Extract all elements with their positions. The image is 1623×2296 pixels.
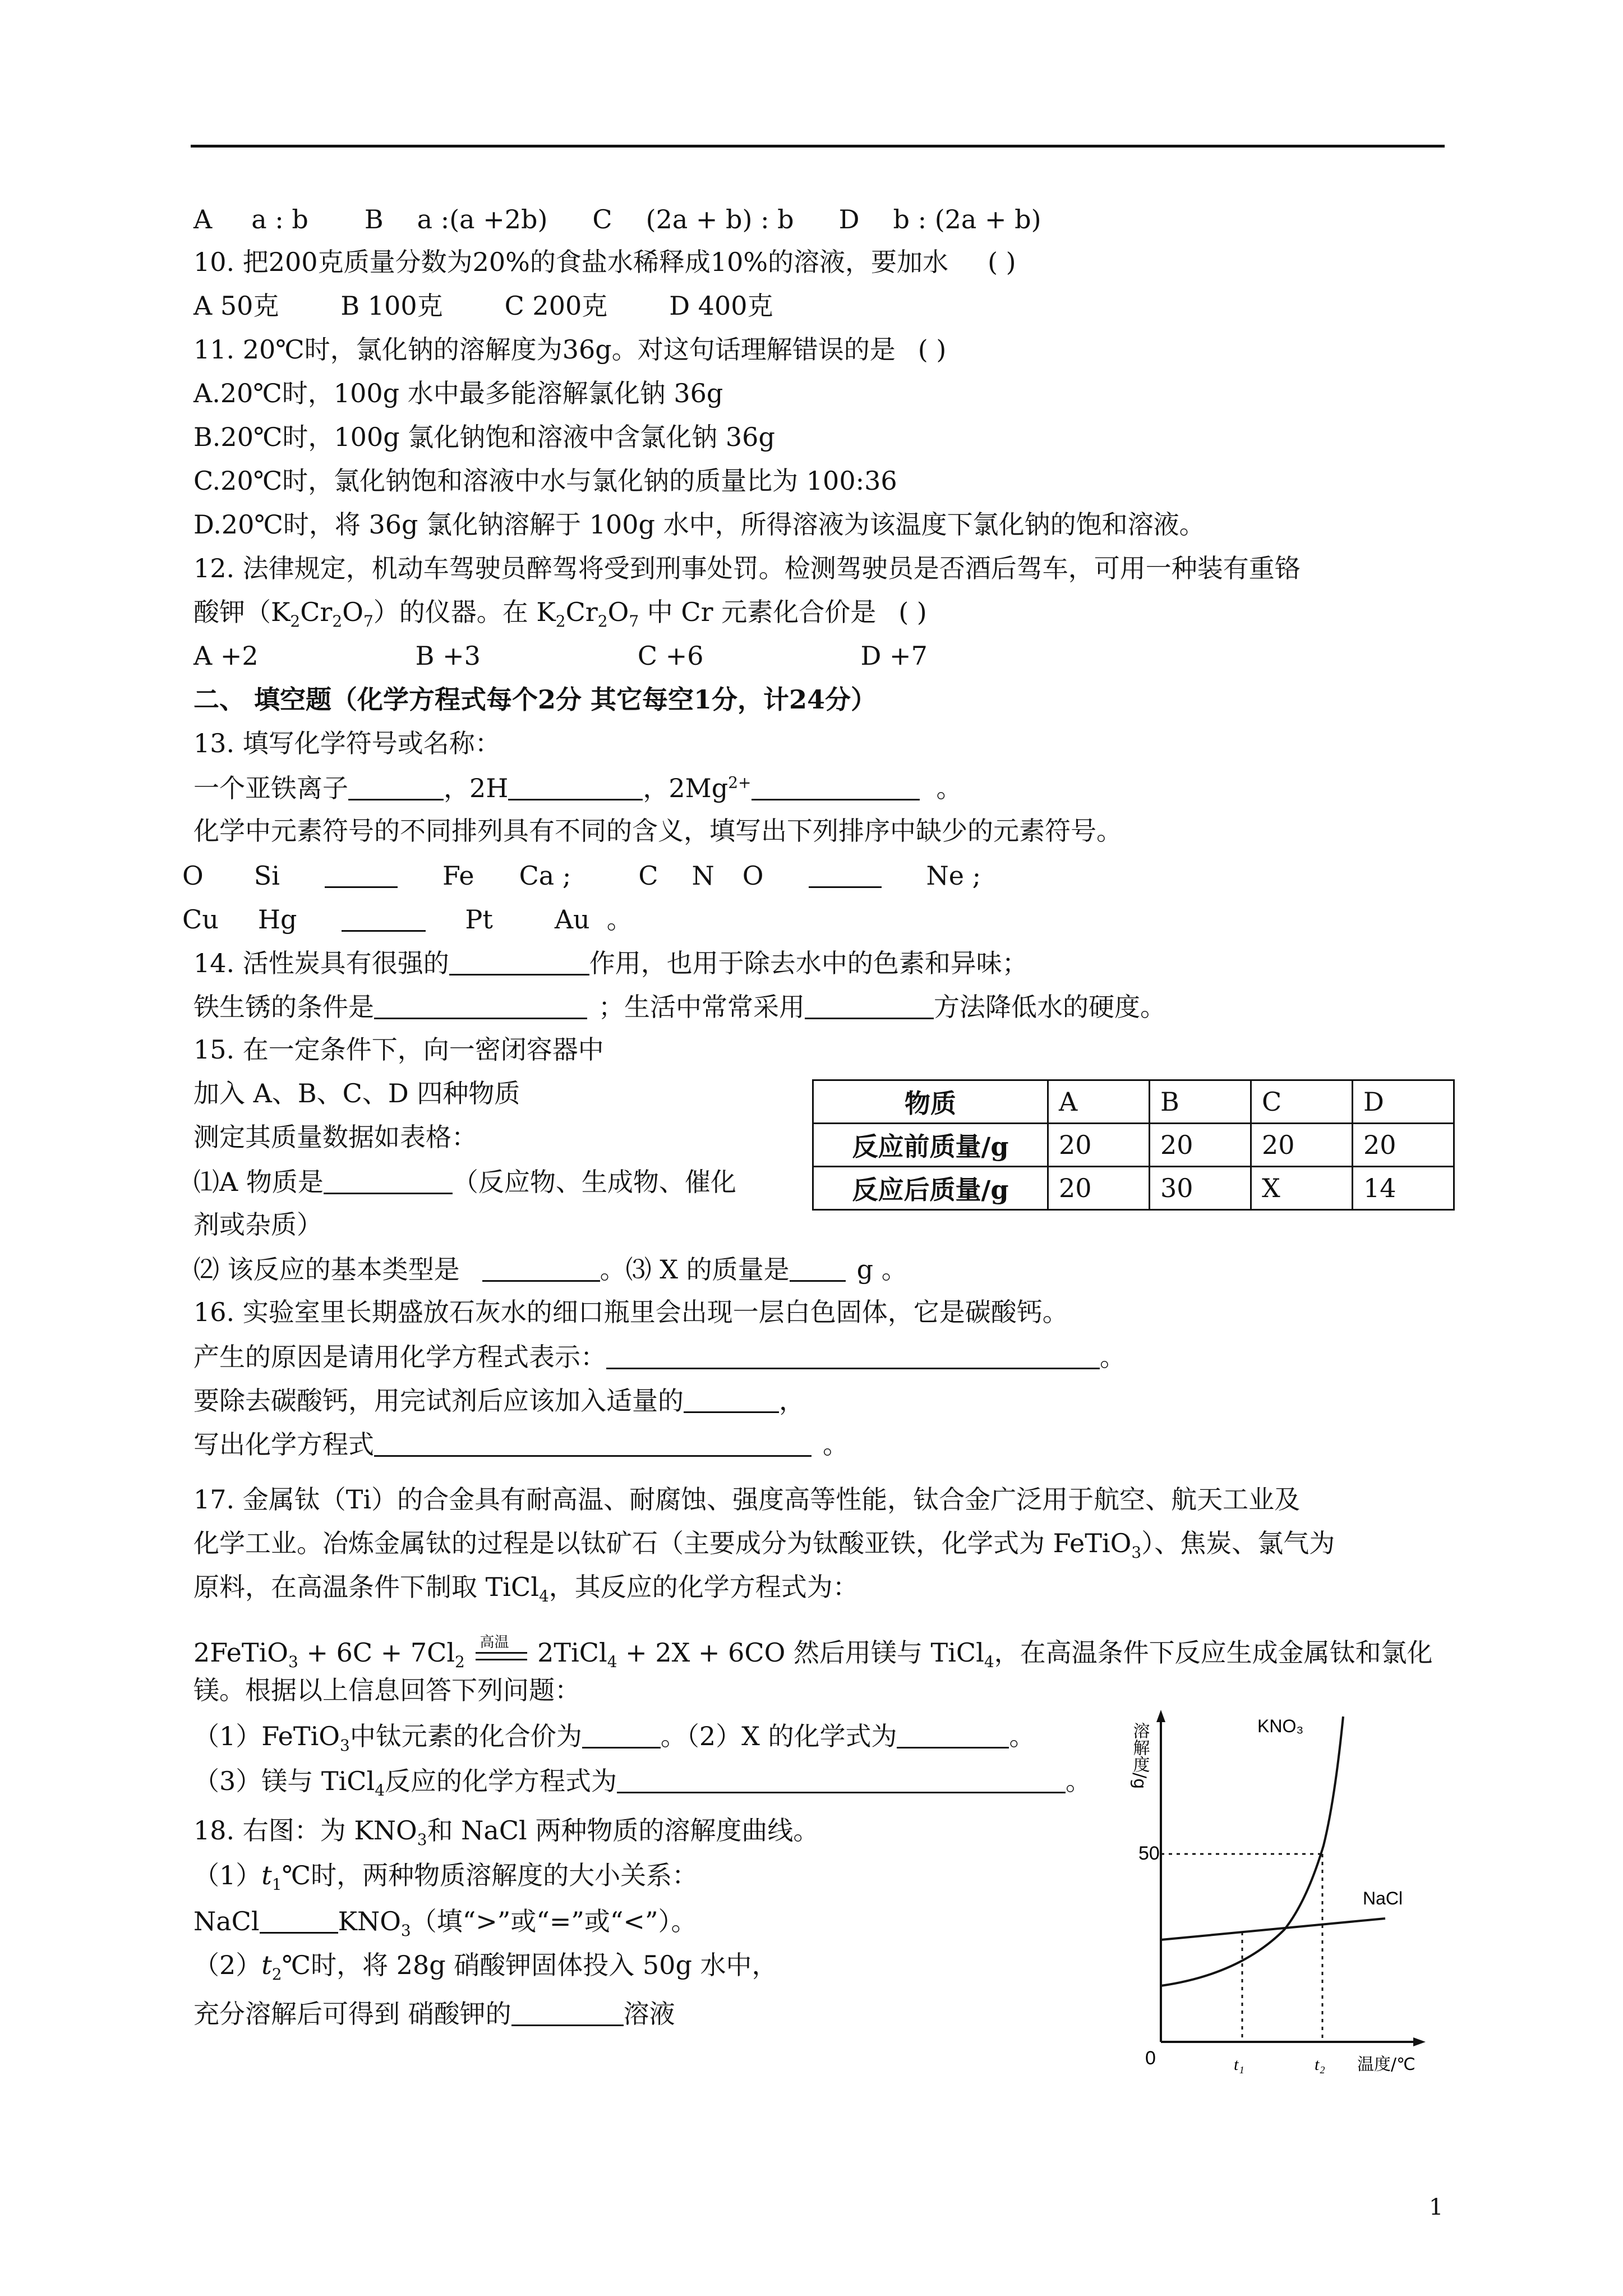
table-cell: 反应后质量/g bbox=[813, 1167, 1048, 1210]
q13-line2: 化学中元素符号的不同排列具有不同的含义，填写出下列排序中缺少的元素符号。 bbox=[193, 816, 1122, 846]
solubility-graph bbox=[1116, 1705, 1453, 2087]
mass-table bbox=[812, 1079, 1455, 1211]
blank-compare[interactable] bbox=[260, 1907, 338, 1934]
kno3-curve bbox=[1161, 1717, 1343, 1986]
table-cell: 20 bbox=[1150, 1124, 1251, 1167]
blank-solution-type[interactable] bbox=[511, 2000, 624, 2026]
q15-line5: 剂或杂质） bbox=[193, 1209, 322, 1240]
q13-line1: 一个亚铁离子 ，2H ，$2Mg^{2+}$ 。 bbox=[193, 773, 962, 803]
q17-sub-q1: （1）FeTiO$_3$中钛元素的化合价为 。（2）X 的化学式为 。 bbox=[193, 1721, 1035, 1755]
q13-sequence-1: O Si Fe Ca ; C N O Ne ; bbox=[182, 861, 981, 891]
nacl-label: NaCl bbox=[1363, 1888, 1403, 1908]
blank-mg-ticl4-equation[interactable] bbox=[617, 1767, 1066, 1793]
origin-label: 0 bbox=[1145, 2047, 1156, 2069]
q11-option-b: B.20℃时，100g 氯化钠饱和溶液中含氯化钠 36g bbox=[193, 422, 775, 452]
blank-reaction-type[interactable] bbox=[482, 1255, 600, 1282]
blank-equation-1[interactable] bbox=[606, 1343, 1100, 1369]
q16-line1: 16. 实验室里长期盛放石灰水的细口瓶里会出现一层白色固体，它是碳酸钙。 bbox=[193, 1297, 1068, 1327]
blank-ferrous-ion[interactable] bbox=[348, 774, 444, 800]
q12-line1: 12. 法律规定，机动车驾驶员醉驾将受到刑事处罚。检测驾驶员是否酒后驾车，可用一种装有重铬 bbox=[193, 553, 1301, 583]
header-rule bbox=[191, 145, 1445, 148]
nacl-line bbox=[1161, 1918, 1385, 1940]
q10-stem: 10. 把200克质量分数为20%的食盐水稀释成10%的溶液，要加水 ( ) bbox=[193, 247, 1016, 277]
t2-label: t₂ bbox=[1315, 2055, 1325, 2074]
q14-line1: 14. 活性炭具有很强的 作用，也用于除去水中的色素和异味； bbox=[193, 948, 1028, 978]
table-row bbox=[813, 1124, 1454, 1167]
q15-line3: 测定其质量数据如表格： bbox=[193, 1122, 477, 1152]
blank-equation-2[interactable] bbox=[374, 1430, 811, 1457]
q17-line1: 17. 金属钛（Ti）的合金具有耐高温、耐腐蚀、强度高等性能，钛合金广泛用于航空、航天工业及 bbox=[193, 1484, 1301, 1515]
q15-line1: 15. 在一定条件下，向一密闭容器中 bbox=[193, 1034, 604, 1065]
blank-2mg[interactable] bbox=[751, 774, 920, 800]
table-header-cell: C bbox=[1251, 1080, 1353, 1124]
q13-sequence-2: Cu Hg Pt Au 。 bbox=[182, 904, 633, 935]
blank-rust-conditions[interactable] bbox=[374, 993, 587, 1019]
table-cell: 30 bbox=[1150, 1167, 1251, 1210]
q15-line6: ⑵ 该反应的基本类型是 。⑶ X 的质量是 g 。 bbox=[193, 1254, 907, 1285]
table-cell: 20 bbox=[1251, 1124, 1353, 1167]
table-header-cell: A bbox=[1048, 1080, 1150, 1124]
q11-option-a: A.20℃时，100g 水中最多能溶解氯化钠 36g bbox=[193, 378, 723, 408]
q12-options: A +2 B +3 C +6 D +7 bbox=[193, 641, 928, 671]
q16-line3: 要除去碳酸钙，用完试剂后应该加入适量的 ， bbox=[193, 1386, 805, 1416]
q18-line3: NaCl $KNO_3$（填“>”或“=”或“<”）。 bbox=[193, 1906, 697, 1940]
y-axis-arrow bbox=[1156, 1710, 1165, 1722]
table-cell: 反应前质量/g bbox=[813, 1124, 1048, 1167]
blank-activated-carbon[interactable] bbox=[449, 949, 589, 976]
table-cell: X bbox=[1251, 1167, 1353, 1210]
blank-seq-2[interactable] bbox=[809, 862, 882, 888]
q16-line4: 写出化学方程式 。 bbox=[193, 1429, 849, 1460]
table-cell: 20 bbox=[1048, 1124, 1150, 1167]
q12-line2: 酸钾$(K_2Cr_2O_7)$的仪器。在 $K_2Cr_2O_7$ 中 Cr 元素化合价是 ( ) bbox=[193, 597, 927, 631]
q11-stem: 11. 20℃时，氯化钠的溶解度为36g。对这句话理解错误的是 ( ) bbox=[193, 334, 947, 365]
kno3-label: KNO₃ bbox=[1257, 1716, 1304, 1736]
x-axis-arrow bbox=[1413, 2037, 1426, 2046]
table-header-cell: 物质 bbox=[813, 1080, 1048, 1124]
blank-seq-3[interactable] bbox=[342, 905, 426, 932]
q11-option-c: C.20℃时，氯化钠饱和溶液中水与氯化钠的质量比为 100:36 bbox=[193, 466, 897, 496]
table-cell: 20 bbox=[1048, 1167, 1150, 1210]
y-tick-50: 50 bbox=[1138, 1843, 1160, 1864]
blank-x-mass[interactable] bbox=[790, 1255, 846, 1282]
table-row bbox=[813, 1167, 1454, 1210]
table-cell: 14 bbox=[1353, 1167, 1454, 1210]
blank-a-role[interactable] bbox=[324, 1168, 453, 1194]
page-number: 1 bbox=[1429, 2194, 1444, 2220]
blank-x-formula[interactable] bbox=[897, 1722, 1009, 1749]
q9-options: A a : b B a :(a +2b) C (2a + b) : b D b : (2a + b) bbox=[193, 204, 1041, 234]
q18-line4: $(2)t_2℃$时，将 28g 硝酸钾固体投入 50g 水中， bbox=[193, 1950, 778, 1984]
x-axis-label: 温度/℃ bbox=[1357, 2055, 1415, 2074]
q18-line1: 18. 右图：为 $KNO_3$和 NaCl 两种物质的溶解度曲线。 bbox=[193, 1815, 819, 1849]
table-header-cell: B bbox=[1150, 1080, 1251, 1124]
t1-label: t₁ bbox=[1234, 2055, 1244, 2074]
table-header-row bbox=[813, 1080, 1454, 1124]
q17-line3: 原料，在高温条件下制取 TiCl$_4$，其反应的化学方程式为： bbox=[193, 1572, 859, 1606]
q15-line2: 加入 A、B、C、D 四种物质 bbox=[193, 1078, 520, 1108]
q17-sub-q3: （3）镁与 TiCl$_4$反应的化学方程式为 。 bbox=[193, 1766, 1092, 1800]
blank-reagent[interactable] bbox=[684, 1387, 779, 1413]
q11-option-d: D.20℃时，将 36g 氯化钠溶解于 100g 水中，所得溶液为该温度下氯化钠的饱和溶液。 bbox=[193, 509, 1205, 540]
blank-ti-valence[interactable] bbox=[582, 1722, 661, 1749]
q17-line5: 镁。根据以上信息回答下列问题： bbox=[193, 1675, 580, 1705]
q10-options: A 50克 B 100克 C 200克 D 400克 bbox=[193, 291, 773, 321]
q17-equation: 2FeTiO$_3$ + $6C + 7Cl_2$ 高温 2TiCl$_4$ + 2X + 6CO 然后用镁与 TiCl$_4$，在高温条件下反应生成金属钛和氯化 bbox=[193, 1634, 1433, 1672]
q15-line4: ⑴A 物质是 （反应物、生成物、催化 bbox=[193, 1167, 736, 1197]
section-2-heading: 二、 填空题（化学方程式每个2分 其它每空1分，计24分） bbox=[193, 684, 877, 715]
q13-stem: 13. 填写化学符号或名称： bbox=[193, 728, 501, 758]
q17-line2: 化学工业。冶炼金属钛的过程是以钛矿石（主要成分为钛酸亚铁，化学式为 FeTiO$_3$）、焦炭、氯气为 bbox=[193, 1528, 1335, 1562]
blank-seq-1[interactable] bbox=[325, 862, 398, 888]
q14-line2: 铁生锈的条件是 ；生活中常常采用 方法降低水的硬度。 bbox=[193, 992, 1166, 1022]
q18-line5: 充分溶解后可得到 硝酸钾的 溶液 bbox=[193, 1999, 675, 2029]
table-header-cell: D bbox=[1353, 1080, 1454, 1124]
blank-2h[interactable] bbox=[508, 774, 643, 800]
table-cell: 20 bbox=[1353, 1124, 1454, 1167]
blank-water-softening[interactable] bbox=[805, 993, 934, 1019]
high-temp-equals-sign: 高温 bbox=[473, 1641, 529, 1669]
y-axis-label: 溶解度/g bbox=[1129, 1722, 1150, 1789]
q16-line2: 产生的原因是请用化学方程式表示： 。 bbox=[193, 1342, 1126, 1372]
q18-line2: $(1)t_1℃$时，两种物质溶解度的大小关系： bbox=[193, 1860, 698, 1894]
